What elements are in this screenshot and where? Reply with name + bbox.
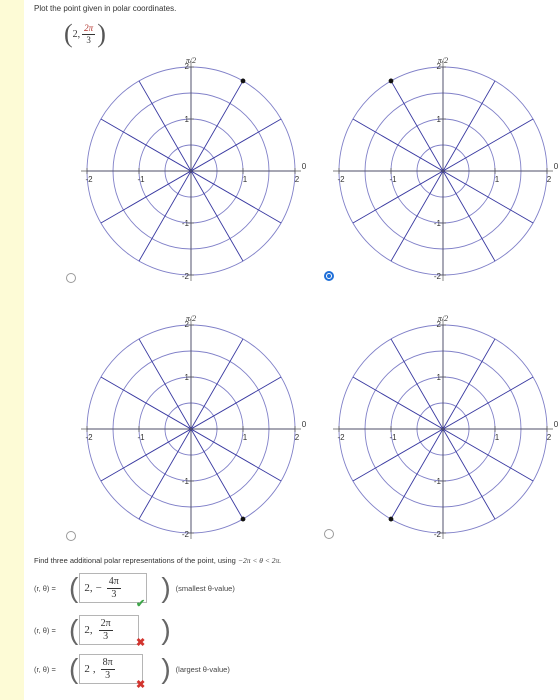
answer-input-3[interactable] [79, 654, 143, 684]
answer-theta-denominator: 3 [103, 630, 109, 642]
left-paren: ( [69, 572, 79, 603]
tick-label-y-neg1: -1 [433, 219, 441, 228]
tick-label-x-neg1: -1 [389, 433, 397, 442]
radio-option-2[interactable] [324, 271, 334, 281]
left-margin-strip [0, 0, 24, 700]
answer-r: 2 [84, 663, 90, 675]
plotted-point [389, 79, 394, 84]
tick-label-x-pos2: 2 [546, 433, 552, 442]
tick-label-y-pos2: 2 [184, 62, 189, 71]
answer-row-1 [34, 570, 235, 606]
polar-graph-option-3[interactable] [76, 314, 306, 544]
question-prompt: Plot the point given in polar coordinates. [34, 4, 177, 13]
tick-label-x-neg1: -1 [137, 175, 145, 184]
axis-label-pi-over-2: π/2 [185, 56, 197, 65]
left-paren: ( [64, 19, 73, 48]
tick-label-x-pos1: 1 [242, 175, 248, 184]
answer-comma: , [92, 663, 96, 675]
left-paren: ( [69, 653, 79, 684]
tick-label-x-pos2: 2 [294, 433, 300, 442]
tick-label-y-pos1: 1 [436, 115, 441, 124]
answer-theta-denominator: 3 [111, 588, 117, 600]
incorrect-x-icon: ✖ [136, 679, 146, 691]
right-paren: ) [161, 572, 171, 603]
largest-theta-note: (largest θ-value) [175, 664, 230, 674]
tick-label-y-pos1: 1 [184, 373, 189, 382]
right-paren: ) [161, 614, 171, 645]
question-panel [24, 0, 558, 700]
tick-label-x-neg1: -1 [389, 175, 397, 184]
tick-label-x-pos1: 1 [494, 433, 500, 442]
instruction-range: −2π < θ < 2π. [237, 556, 282, 565]
given-r: 2, [72, 28, 81, 40]
plotted-point [241, 79, 246, 84]
answer-theta [101, 658, 115, 681]
answer-r: 2, [84, 582, 93, 594]
tick-label-y-pos2: 2 [436, 320, 441, 329]
tick-label-y-pos1: 1 [436, 373, 441, 382]
polar-graph-option-1[interactable] [76, 56, 306, 286]
radio-option-4[interactable] [324, 529, 334, 539]
right-paren: ) [97, 19, 106, 48]
tick-label-y-neg1: -1 [181, 477, 189, 486]
correct-check-icon: ✔ [136, 598, 146, 610]
tick-label-x-pos1: 1 [494, 175, 500, 184]
answer-row-2 [34, 612, 172, 648]
axis-label-pi-over-2: π/2 [185, 314, 197, 323]
tick-label-y-pos2: 2 [436, 62, 441, 71]
axis-label-zero: 0 [553, 420, 558, 429]
part2-instruction [34, 556, 281, 565]
plotted-point [389, 517, 394, 522]
given-theta [82, 24, 95, 45]
tick-label-y-neg2: -2 [181, 272, 189, 281]
answer-sign: − [95, 582, 102, 594]
tick-label-y-pos2: 2 [184, 320, 189, 329]
tick-label-x-neg2: -2 [337, 433, 345, 442]
tick-label-y-neg2: -2 [433, 530, 441, 539]
tick-label-x-neg2: -2 [85, 175, 93, 184]
given-theta-denominator: 3 [86, 34, 91, 45]
tick-label-y-neg2: -2 [181, 530, 189, 539]
tick-label-x-neg1: -1 [137, 433, 145, 442]
tick-label-y-neg1: -1 [181, 219, 189, 228]
axis-label-zero: 0 [301, 420, 307, 429]
right-paren: ) [161, 653, 171, 684]
given-point [64, 19, 106, 49]
tick-label-y-neg2: -2 [433, 272, 441, 281]
axis-label-pi-over-2: π/2 [437, 314, 449, 323]
answer-theta [99, 619, 113, 642]
answer-label: (r, θ) = [34, 625, 56, 635]
plotted-point [241, 517, 246, 522]
radio-option-3[interactable] [66, 531, 76, 541]
tick-label-x-neg2: -2 [337, 175, 345, 184]
answer-theta-numerator: 8π [102, 656, 113, 668]
answer-label: (r, θ) = [34, 664, 56, 674]
smallest-theta-note: (smallest θ-value) [175, 583, 235, 593]
polar-graph-option-4[interactable] [328, 314, 558, 544]
axis-label-zero: 0 [301, 162, 307, 171]
answer-theta-numerator: 4π [108, 575, 119, 587]
tick-label-y-neg1: -1 [433, 477, 441, 486]
answer-theta [107, 577, 121, 600]
incorrect-x-icon: ✖ [136, 637, 146, 649]
tick-label-x-pos1: 1 [242, 433, 248, 442]
radio-option-1[interactable] [66, 273, 76, 283]
answer-theta-denominator: 3 [105, 669, 111, 681]
tick-label-x-neg2: -2 [85, 433, 93, 442]
answer-label: (r, θ) = [34, 583, 56, 593]
tick-label-x-pos2: 2 [294, 175, 300, 184]
answer-row-3 [34, 651, 230, 687]
left-paren: ( [69, 614, 79, 645]
axis-label-zero: 0 [553, 162, 558, 171]
answer-r: 2, [84, 624, 93, 636]
answer-input-2[interactable] [79, 615, 139, 645]
tick-label-y-pos1: 1 [184, 115, 189, 124]
tick-label-x-pos2: 2 [546, 175, 552, 184]
given-theta-numerator: 2π [84, 22, 94, 33]
axis-label-pi-over-2: π/2 [437, 56, 449, 65]
polar-graph-option-2[interactable] [328, 56, 558, 286]
answer-theta-numerator: 2π [100, 617, 111, 629]
instruction-text: Find three additional polar representations of the point, using [34, 556, 238, 565]
